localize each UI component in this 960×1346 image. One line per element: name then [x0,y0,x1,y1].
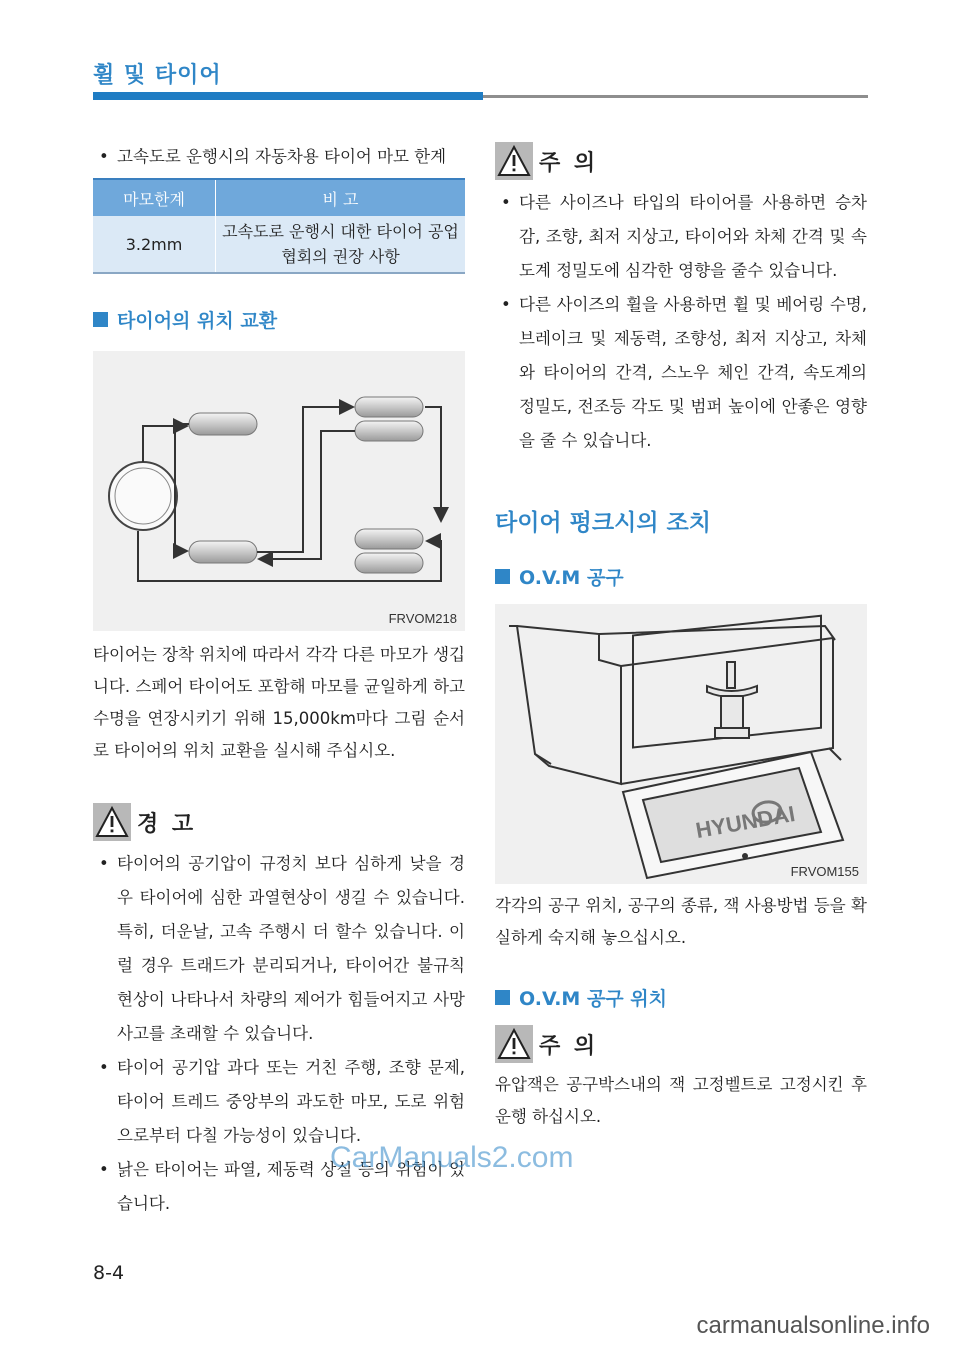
caution-triangle-icon [495,1025,533,1063]
page-number: 8-4 [93,1262,125,1284]
rotation-description: 타이어는 장착 위치에 따라서 각각 다른 마모가 생깁니다. 스페어 타이어도 포함해 마모를 균일하게 하고 수명을 연장시키기 위해 15,000km마다 그림 순서로 타이어의 위치 교환을 실시해 주십시오. [93,645,465,760]
table-cell-note [216,216,466,273]
rear-right-tire-icon [355,529,423,549]
ovm-location-heading [495,984,867,1011]
ovm-section-title: O.V.M 공구 [519,567,624,589]
caution-triangle-icon [495,142,533,180]
warning-heading [93,803,465,841]
square-bullet-icon [495,569,510,584]
spare-tire-icon [109,462,177,530]
rear-left-tire-icon [189,541,257,563]
square-bullet-icon [93,312,108,327]
table-header-limit: 마모한계 [93,179,216,216]
caution-heading [495,142,867,180]
front-left-tire-icon [189,413,257,435]
warning-triangle-icon [93,803,131,841]
caution2-heading [495,1025,867,1063]
table-row [93,216,465,273]
ovm-location-title: O.V.M 공구 위치 [519,988,667,1010]
source-watermark: carmanualsonline.info [696,1312,930,1339]
table-cell-limit: 3.2mm [93,216,216,273]
puncture-section-title: 타이어 펑크시의 조치 [495,510,711,536]
ovm-tool-figure [495,604,867,884]
hyundai-logo-text: HYUNDAI [693,800,797,844]
table-header-row [93,179,465,216]
tire-rotation-diagram [93,351,465,631]
chapter-header-title: 휠 및 타이어 [93,63,222,88]
front-right-tire-icon [355,397,423,417]
figure-code: FRVOM218 [388,611,457,626]
watermark-text: CarManuals2.com [330,1141,574,1174]
ovm-description: 각각의 공구 위치, 공구의 종류, 잭 사용방법 등을 확실하게 숙지해 놓으십시오. [495,896,867,947]
warning-item: • 타이어 공기압 과다 또는 거친 주행, 조향 문제, 타이어 트레드 중앙부의 과도한 마모, 도로 위험으로부터 다칠 가능성이 있습니다. [93,1051,465,1153]
warning-label: 경 고 [137,811,197,837]
figure-code: FRVOM155 [790,864,859,879]
warning-item: • 타이어의 공기압이 규정치 보다 심하게 낮을 경우 타이어에 심한 과열현상이 생길 수 있습니다. 특히, 더운날, 고속 주행시 더 할수 있습니다. 이럴 경우 트래드가 분리되거나, 타이어간 불규칙 현상이 나타나서 차량의 제어가 힘들어지고 사망사고를 초래할 수 있습니다. [93,847,465,1051]
wear-limit-intro: • 고속도로 운행시의 자동차용 타이어 마모 한계 [93,140,465,174]
tire-rotation-figure [93,351,465,631]
rotation-section-heading [93,306,465,333]
wear-limit-table [93,178,465,274]
table-cell-note-line1: 고속도로 운행시 대한 타이어 공업 [222,222,459,241]
tool-box-illustration [495,604,867,884]
caution-item: • 다른 사이즈나 타입의 타이어를 사용하면 승차감, 조향, 최저 지상고, 타이어와 차체 간격 및 속도계 정밀도에 심각한 영향을 줄수 있습니다. [495,186,867,288]
header-accent-bar [93,92,483,100]
square-bullet-icon [495,990,510,1005]
caution2-text: 유압잭은 공구박스내의 잭 고정벨트로 고정시킨 후 운행 하십시오. [495,1075,867,1126]
caution2-label: 주 의 [539,1033,599,1059]
caution-label: 주 의 [539,150,599,176]
table-cell-note-line2: 협회의 권장 사항 [281,247,400,266]
right-column [495,140,867,1133]
caution-item: • 다른 사이즈의 휠을 사용하면 휠 및 베어링 수명, 브레이크 및 제동력, 조향성, 최저 지상고, 차체와 타이어의 간격, 스노우 체인 간격, 속도계의 정밀도, 전조등 각도 및 범퍼 높이에 안좋은 영향을 줄 수 있습니다. [495,288,867,458]
table-header-note: 비 고 [216,179,466,216]
warning-item: • 낡은 타이어는 파열, 제동력 상실 등의 위험이 있습니다. [93,1153,465,1221]
rotation-section-title: 타이어의 위치 교환 [117,310,278,332]
left-column [93,140,465,1221]
ovm-section-heading [495,563,867,590]
header-divider [483,95,868,98]
